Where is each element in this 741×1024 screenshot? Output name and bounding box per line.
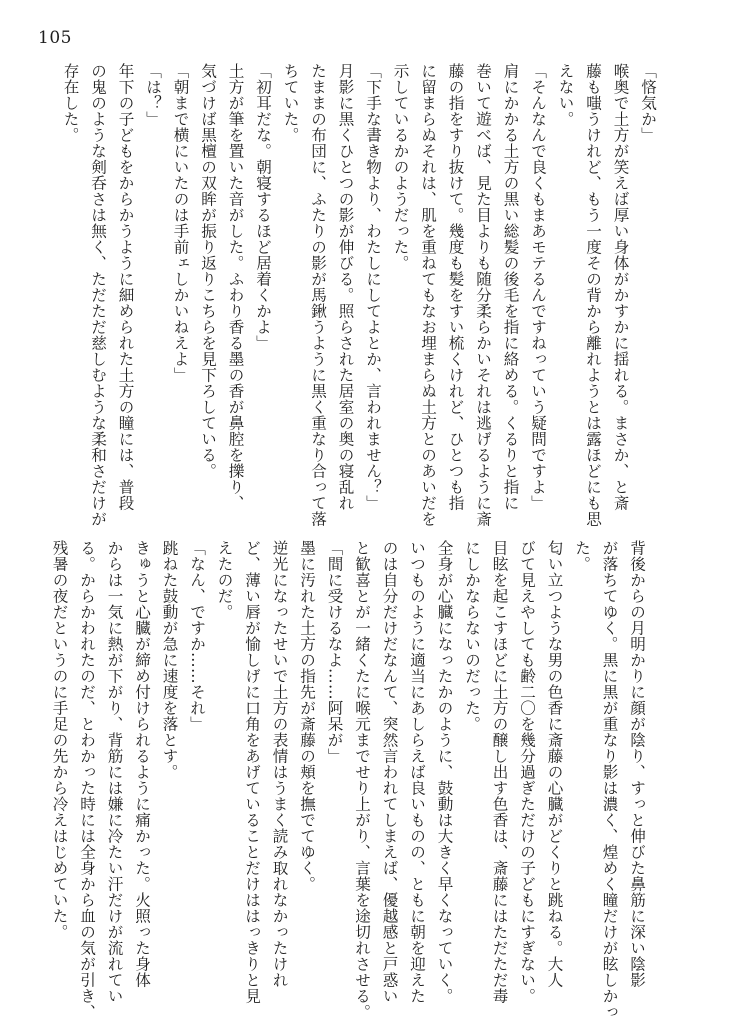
text-line: 背後からの月明かりに顔が陰り、すっと伸びた鼻筋に深い陰影 (628, 540, 646, 988)
text-line: 「初耳だな。朝寝するほど居着くかよ」 (254, 63, 272, 351)
text-line: 「悋気か」 (639, 63, 657, 143)
text-line: 「なん、ですか……それ」 (188, 540, 206, 732)
text-line: と歓喜とが一緒くたに喉元までせり上がり、言葉を途切れさせる。 (353, 540, 371, 1020)
text-line: 全身が心臓になったかのように、鼓動は大きく早くなっていく。 (435, 540, 454, 1004)
text-line: からは一気に熱が下がり、背筋には嫌に冷たい汗だけが流れてい (105, 540, 124, 1004)
page-number: 105 (38, 28, 72, 48)
text-line: 喉奥で土方が笑えば厚い身体がかすかに揺れる。まさか、と斎 (611, 63, 630, 511)
text-line: 墨に汚れた土方の指先が斎藤の頬を撫でてゆく。 (298, 540, 316, 892)
text-line: 存在した。 (61, 63, 80, 143)
text-line: 残暑の夜だというのに手足の先から冷えはじめていた。 (50, 540, 69, 940)
text-line: にしかならないのだった。 (463, 540, 481, 732)
text-line: 土方が筆を置いた音がした。ふわり香る墨の香が鼻腔を擽り、 (226, 63, 245, 511)
text-block-upper (61, 63, 661, 527)
text-line: 「間に受けるなよ……阿呆が」 (325, 540, 344, 764)
text-line: 年下の子どもをからかうように細められた土方の瞳には、普段 (116, 63, 135, 511)
text-line: 逆光になったせいで土方の表情はうまく読み取れなかったけれ (270, 540, 289, 988)
text-line: た。 (573, 540, 591, 572)
text-line: に留まらぬそれは、肌を重ねてもなお埋まらぬ土方とのあいだを (419, 63, 437, 527)
text-block-lower (50, 540, 650, 1020)
text-line: きゅうと心臓が締め付けられるように痛かった。火照った身体 (133, 540, 151, 988)
text-line: びて見えやしても齢二〇を幾分過ぎただけの子どもにすぎない。 (518, 540, 536, 1004)
text-line: 月影に黒くひとつの影が伸びる。照らされた居室の奥の寝乱れ (336, 63, 355, 511)
text-line: のは自分だけだなんて、突然言われてしまえば、優越感と戸惑い (380, 540, 399, 1004)
text-line: 跳ねた鼓動が急に速度を落とす。 (160, 540, 179, 780)
text-line: 巻いて遊べば、見た目よりも随分柔らかいそれは逃げるように斎 (474, 63, 492, 527)
text-line: 肩にかかる土方の黒い総髪の後毛を指に絡める。くるりと指に (501, 63, 520, 511)
text-line: いつものように適当にあしらえば良いものの、ともに朝を迎えた (408, 540, 426, 1004)
text-line: たままの布団に、ふたりの影が馬鍬うように黒く重なり合って落 (309, 63, 327, 527)
text-line: 藤も嗤うけれど、もう一度その背から離れようとは露ほどにも思 (584, 63, 602, 527)
text-line: 気づけば黒檀の双眸が振り返りこちらを見下ろしている。 (199, 63, 217, 479)
text-line: 目眩を起こすほどに土方の醸し出す色香は、斎藤にはただただ毒 (490, 540, 509, 1004)
text-line: ど、薄い唇が愉しげに口角をあげていることだけははっきりと見 (243, 540, 261, 1004)
text-line: えたのだ。 (215, 540, 234, 620)
text-line: の鬼のような剣呑さは無く、ただただ慈しむような柔和さだけが (89, 63, 107, 527)
text-line: ちていた。 (281, 63, 300, 143)
text-line: 「は？」 (144, 63, 162, 127)
text-line: 藤の指をすり抜けて。幾度も髪をすい梳くけれど、ひとつも指 (446, 63, 465, 511)
text-line: 「朝まで横にいたのは手前ェしかいねえよ」 (171, 63, 190, 383)
text-line: 示しているかのようだった。 (391, 63, 410, 271)
text-line: えない。 (556, 63, 575, 127)
text-line: 「そんなんで良くもまあモテるんですねっていう疑問ですよ」 (529, 63, 547, 511)
text-line: 匂い立つような男の色香に斎藤の心臓がどくりと跳ねる。大人 (545, 540, 564, 988)
text-line: 「下手な書き物より、わたしにしてよとか、言われません？」 (364, 63, 382, 511)
text-line: が落ちてゆく。黒に黒が重なり影は濃く、煌めく瞳だけが眩しかっ (600, 540, 619, 1020)
text-line: る。からかわれたのだ、とわかった時には全身から血の気が引き、 (78, 540, 96, 1020)
